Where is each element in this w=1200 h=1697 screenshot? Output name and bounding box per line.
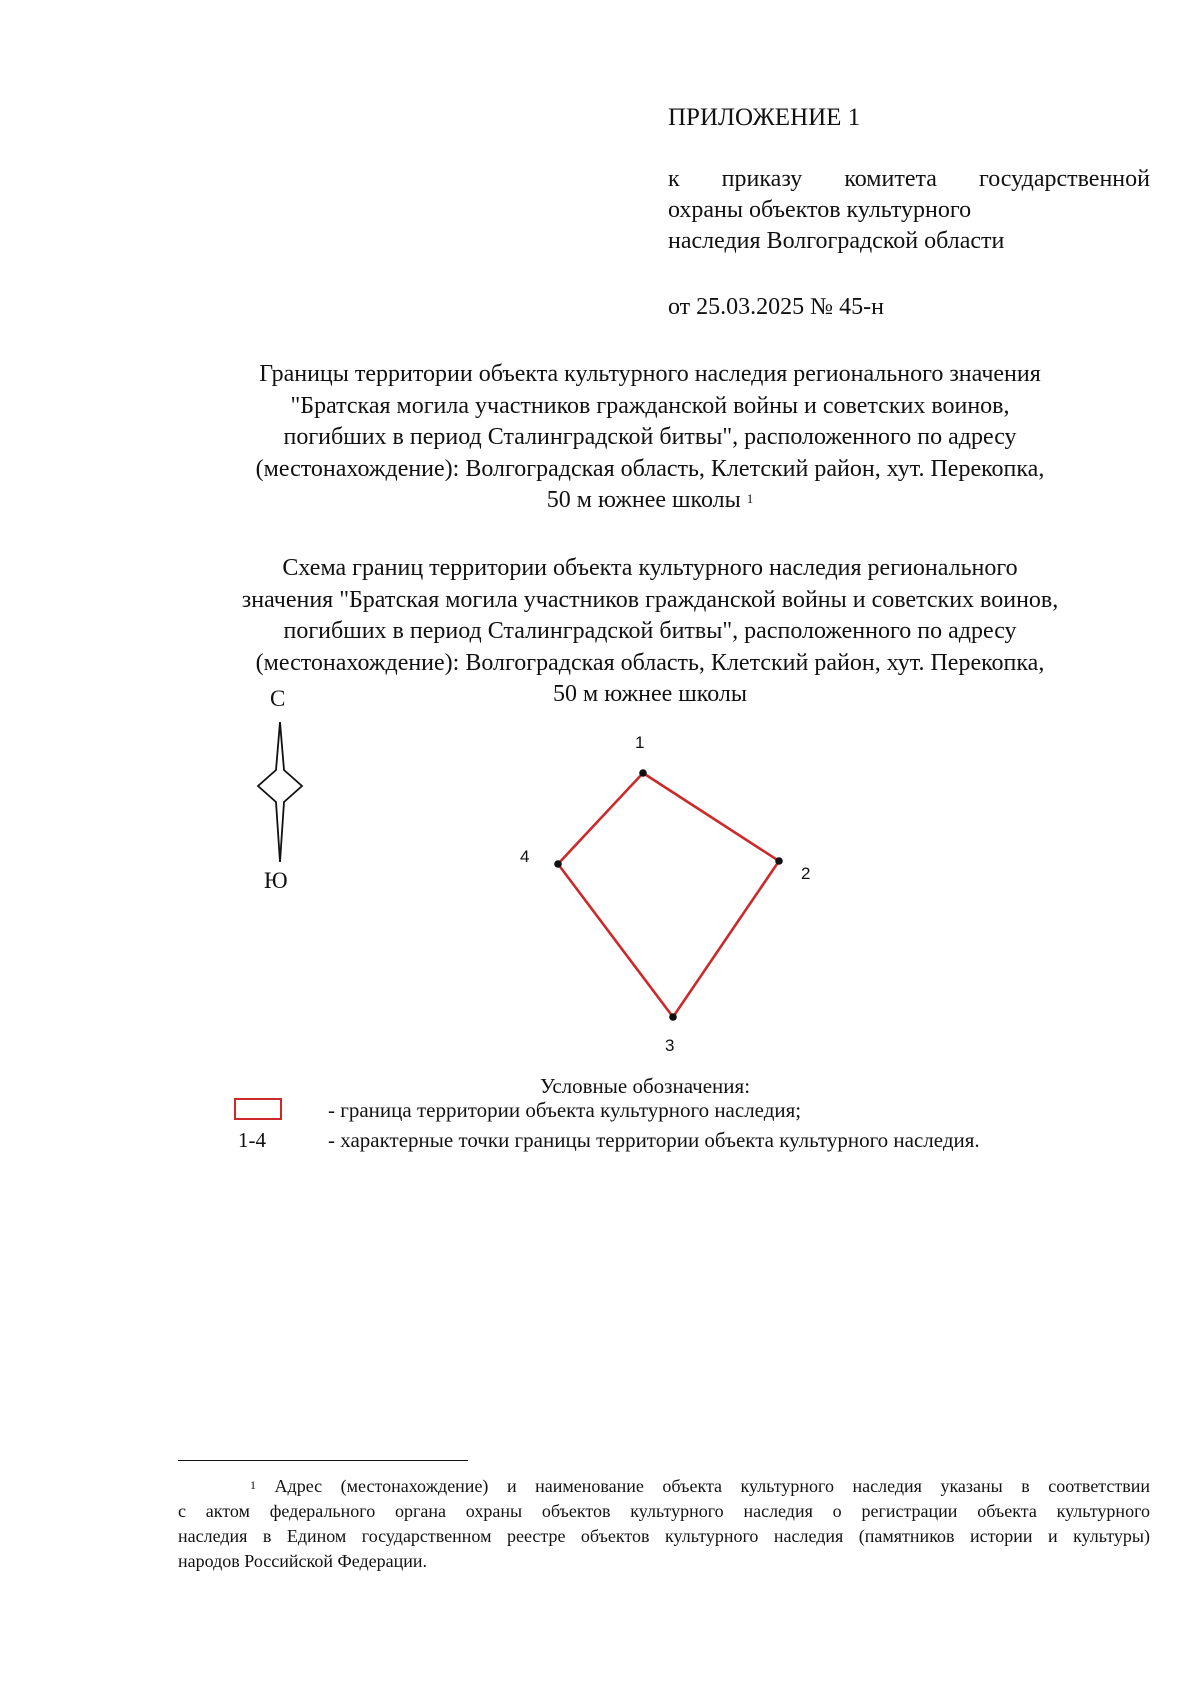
title-line-last [150, 485, 1150, 517]
scheme-title-line: значения "Братская могила участников гражданской войны и советских воинов, [241, 586, 1059, 613]
boundary-point-4-label: 4 [520, 847, 530, 866]
footnote-mark: 1 [250, 1478, 256, 1492]
territory-boundary-polygon [558, 773, 779, 1017]
scheme-title-line: погибших в период Сталинградской битвы", расположенного по адресу [283, 618, 1017, 644]
footnote-line: народов Российской Федерации. [178, 1551, 427, 1571]
boundary-scheme [500, 720, 840, 1080]
scheme-title-line: Схема границ территории объекта культурного наследия регионального [282, 555, 1018, 581]
order-date: от 25.03.2025 № 45-н [668, 294, 884, 320]
appendix-title: ПРИЛОЖЕНИЕ 1 [668, 104, 861, 131]
footnote-line: наследия в Едином государственном реестре объектов культурного наследия (памятников истории и культуры) [178, 1526, 1150, 1546]
boundary-point-4-marker [554, 860, 562, 868]
title-line: Границы территории объекта культурного наследия регионального значения [259, 361, 1041, 387]
document-title [150, 359, 1150, 517]
legend-boundary-swatch [234, 1098, 282, 1120]
order-line: наследия Волгоградской области [668, 228, 1005, 254]
title-line: погибших в период Сталинградской битвы", расположенного по адресу [283, 424, 1017, 450]
title-line: "Братская могила участников гражданской войны и советских воинов, [290, 392, 1010, 419]
footnote-line [178, 1474, 1150, 1499]
legend-points-code: 1-4 [238, 1128, 266, 1152]
boundary-point-2-marker [775, 857, 783, 865]
footnote [178, 1474, 1150, 1574]
compass-north-label: С [270, 686, 286, 711]
title-line: (местонахождение): Волгоградская область, Клетский район, хут. Перекопка, [255, 455, 1045, 482]
scheme-title-line: 50 м южнее школы [553, 681, 747, 707]
boundary-point-2-label: 2 [801, 864, 811, 883]
footnote-text: Адрес (местонахождение) и наименование объекта культурного наследия указаны в соответствии [274, 1476, 1151, 1496]
order-line: к приказу комитета государственной [668, 166, 1150, 192]
footnote-reference[interactable]: 1 [746, 491, 754, 506]
legend-title: Условные обозначения: [540, 1074, 751, 1098]
order-line: охраны объектов культурного [668, 197, 972, 223]
boundary-point-1-label: 1 [635, 733, 645, 752]
scheme-title-line: (местонахождение): Волгоградская область, Клетский район, хут. Перекопка, [255, 649, 1045, 676]
order-reference [668, 164, 1150, 257]
scheme-title [150, 553, 1150, 711]
legend-points-text: - характерные точки границы территории объекта культурного наследия. [328, 1128, 980, 1152]
title-line: 50 м южнее школы [546, 487, 741, 513]
boundary-point-1-marker [639, 769, 647, 777]
boundary-point-3-label: 3 [665, 1036, 675, 1055]
footnote-separator [178, 1460, 468, 1461]
compass-south-label: Ю [264, 868, 288, 893]
boundary-point-3-marker [669, 1013, 677, 1021]
compass-rose-icon [250, 722, 310, 864]
footnote-line: с актом федерального органа охраны объектов культурного наследия о регистрации объекта культурного [178, 1501, 1150, 1521]
legend-boundary-text: - граница территории объекта культурного наследия; [328, 1098, 802, 1122]
